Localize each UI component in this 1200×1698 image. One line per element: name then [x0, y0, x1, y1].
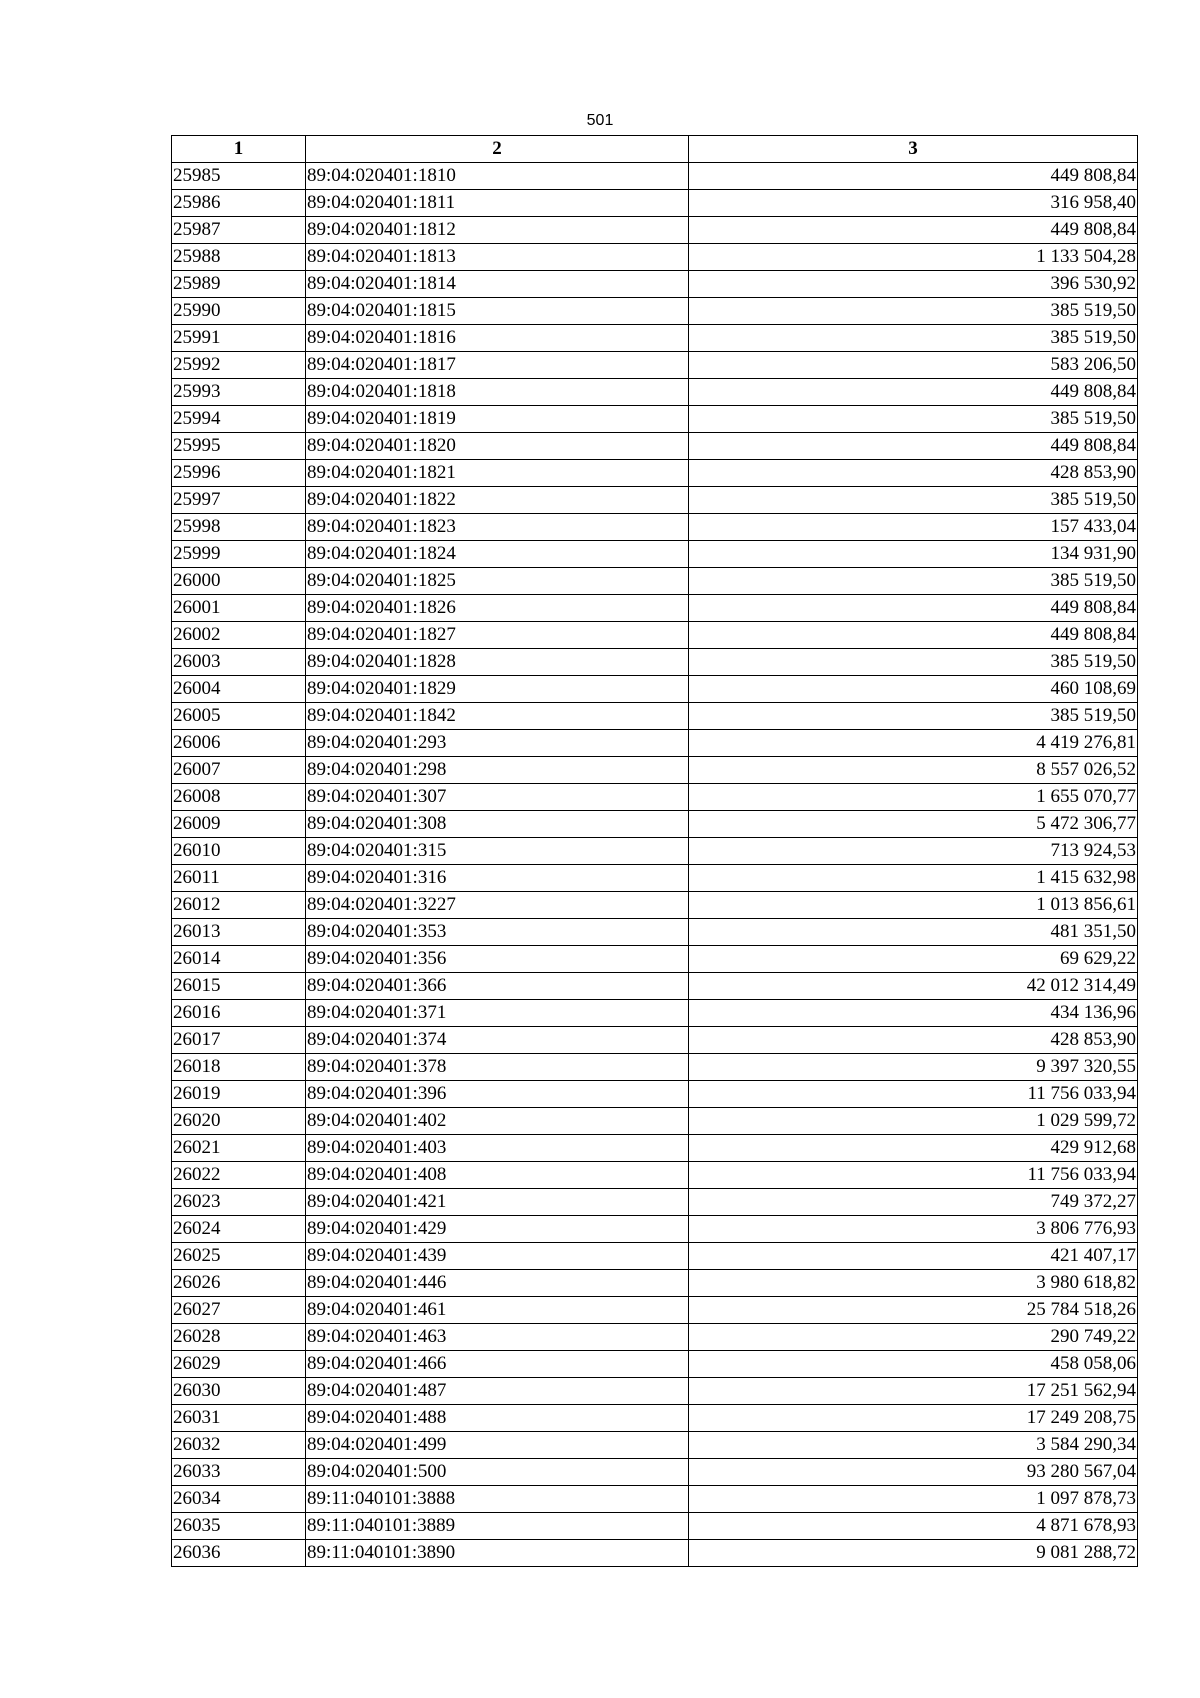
value-cell: 481 351,50 [689, 919, 1138, 946]
value-cell: 3 584 290,34 [689, 1432, 1138, 1459]
row-number-cell: 25986 [172, 190, 306, 217]
table-row [172, 406, 1138, 433]
row-number-cell: 26017 [172, 1027, 306, 1054]
table-row [172, 919, 1138, 946]
value-cell: 713 924,53 [689, 838, 1138, 865]
table-row [172, 784, 1138, 811]
table-row [172, 649, 1138, 676]
row-number-cell: 26029 [172, 1351, 306, 1378]
value-cell: 421 407,17 [689, 1243, 1138, 1270]
table-row [172, 568, 1138, 595]
table-row [172, 1135, 1138, 1162]
value-cell: 449 808,84 [689, 595, 1138, 622]
row-number-cell: 26006 [172, 730, 306, 757]
column-header-3: 3 [689, 136, 1138, 163]
value-cell: 9 081 288,72 [689, 1540, 1138, 1567]
cadastral-number-cell: 89:04:020401:1821 [306, 460, 689, 487]
cadastral-number-cell: 89:04:020401:463 [306, 1324, 689, 1351]
cadastral-number-cell: 89:04:020401:1824 [306, 541, 689, 568]
value-cell: 449 808,84 [689, 379, 1138, 406]
table-row [172, 460, 1138, 487]
row-number-cell: 26021 [172, 1135, 306, 1162]
table-row [172, 1216, 1138, 1243]
cadastral-number-cell: 89:04:020401:1817 [306, 352, 689, 379]
table-row [172, 163, 1138, 190]
value-cell: 17 251 562,94 [689, 1378, 1138, 1405]
table-row [172, 1000, 1138, 1027]
value-cell: 157 433,04 [689, 514, 1138, 541]
cadastral-number-cell: 89:04:020401:1822 [306, 487, 689, 514]
table-row [172, 1378, 1138, 1405]
registry-table [171, 135, 1138, 1567]
cadastral-number-cell: 89:04:020401:1816 [306, 325, 689, 352]
page-number: 501 [586, 112, 614, 129]
row-number-cell: 25991 [172, 325, 306, 352]
row-number-cell: 26026 [172, 1270, 306, 1297]
table-row [172, 865, 1138, 892]
cadastral-number-cell: 89:04:020401:1812 [306, 217, 689, 244]
table-row [172, 1108, 1138, 1135]
table-row [172, 1297, 1138, 1324]
value-cell: 3 806 776,93 [689, 1216, 1138, 1243]
table-row [172, 1162, 1138, 1189]
value-cell: 449 808,84 [689, 217, 1138, 244]
table-row [172, 757, 1138, 784]
row-number-cell: 26001 [172, 595, 306, 622]
value-cell: 42 012 314,49 [689, 973, 1138, 1000]
cadastral-number-cell: 89:04:020401:421 [306, 1189, 689, 1216]
value-cell: 1 415 632,98 [689, 865, 1138, 892]
value-cell: 385 519,50 [689, 649, 1138, 676]
cadastral-number-cell: 89:04:020401:403 [306, 1135, 689, 1162]
row-number-cell: 26018 [172, 1054, 306, 1081]
value-cell: 134 931,90 [689, 541, 1138, 568]
cadastral-number-cell: 89:04:020401:1814 [306, 271, 689, 298]
cadastral-number-cell: 89:04:020401:1820 [306, 433, 689, 460]
row-number-cell: 26022 [172, 1162, 306, 1189]
value-cell: 385 519,50 [689, 568, 1138, 595]
value-cell: 429 912,68 [689, 1135, 1138, 1162]
table-row [172, 1405, 1138, 1432]
cadastral-number-cell: 89:11:040101:3888 [306, 1486, 689, 1513]
row-number-cell: 26002 [172, 622, 306, 649]
value-cell: 1 655 070,77 [689, 784, 1138, 811]
table-row [172, 325, 1138, 352]
cadastral-number-cell: 89:04:020401:402 [306, 1108, 689, 1135]
cadastral-number-cell: 89:04:020401:1825 [306, 568, 689, 595]
row-number-cell: 26027 [172, 1297, 306, 1324]
row-number-cell: 26034 [172, 1486, 306, 1513]
table-row [172, 271, 1138, 298]
table-row [172, 622, 1138, 649]
table-row [172, 433, 1138, 460]
table-row [172, 703, 1138, 730]
row-number-cell: 26035 [172, 1513, 306, 1540]
row-number-cell: 25995 [172, 433, 306, 460]
value-cell: 434 136,96 [689, 1000, 1138, 1027]
value-cell: 290 749,22 [689, 1324, 1138, 1351]
row-number-cell: 26007 [172, 757, 306, 784]
row-number-cell: 26025 [172, 1243, 306, 1270]
row-number-cell: 25997 [172, 487, 306, 514]
table-row [172, 811, 1138, 838]
cadastral-number-cell: 89:04:020401:1810 [306, 163, 689, 190]
value-cell: 460 108,69 [689, 676, 1138, 703]
row-number-cell: 25993 [172, 379, 306, 406]
table-row [172, 1243, 1138, 1270]
cadastral-number-cell: 89:04:020401:366 [306, 973, 689, 1000]
value-cell: 3 980 618,82 [689, 1270, 1138, 1297]
table-row [172, 298, 1138, 325]
cadastral-number-cell: 89:04:020401:1842 [306, 703, 689, 730]
value-cell: 1 097 878,73 [689, 1486, 1138, 1513]
table-row [172, 1054, 1138, 1081]
value-cell: 11 756 033,94 [689, 1162, 1138, 1189]
cadastral-number-cell: 89:04:020401:356 [306, 946, 689, 973]
table-row [172, 1432, 1138, 1459]
row-number-cell: 26013 [172, 919, 306, 946]
value-cell: 4 419 276,81 [689, 730, 1138, 757]
cadastral-number-cell: 89:04:020401:466 [306, 1351, 689, 1378]
column-header-1: 1 [172, 136, 306, 163]
table-row [172, 892, 1138, 919]
cadastral-number-cell: 89:04:020401:1818 [306, 379, 689, 406]
table-row [172, 1459, 1138, 1486]
value-cell: 583 206,50 [689, 352, 1138, 379]
cadastral-number-cell: 89:04:020401:353 [306, 919, 689, 946]
cadastral-number-cell: 89:04:020401:1815 [306, 298, 689, 325]
value-cell: 449 808,84 [689, 163, 1138, 190]
row-number-cell: 26036 [172, 1540, 306, 1567]
value-cell: 316 958,40 [689, 190, 1138, 217]
cadastral-number-cell: 89:04:020401:378 [306, 1054, 689, 1081]
value-cell: 458 058,06 [689, 1351, 1138, 1378]
value-cell: 385 519,50 [689, 325, 1138, 352]
table-row [172, 541, 1138, 568]
row-number-cell: 26011 [172, 865, 306, 892]
row-number-cell: 26030 [172, 1378, 306, 1405]
row-number-cell: 25990 [172, 298, 306, 325]
cadastral-number-cell: 89:04:020401:446 [306, 1270, 689, 1297]
value-cell: 749 372,27 [689, 1189, 1138, 1216]
cadastral-number-cell: 89:04:020401:500 [306, 1459, 689, 1486]
cadastral-number-cell: 89:04:020401:1828 [306, 649, 689, 676]
table-row [172, 946, 1138, 973]
row-number-cell: 26005 [172, 703, 306, 730]
row-number-cell: 26000 [172, 568, 306, 595]
table-row [172, 1513, 1138, 1540]
table-row [172, 1351, 1138, 1378]
value-cell: 8 557 026,52 [689, 757, 1138, 784]
cadastral-number-cell: 89:04:020401:396 [306, 1081, 689, 1108]
table-row [172, 1540, 1138, 1567]
value-cell: 9 397 320,55 [689, 1054, 1138, 1081]
table-row [172, 1081, 1138, 1108]
value-cell: 1 029 599,72 [689, 1108, 1138, 1135]
cadastral-number-cell: 89:04:020401:1829 [306, 676, 689, 703]
value-cell: 385 519,50 [689, 406, 1138, 433]
row-number-cell: 26020 [172, 1108, 306, 1135]
table-row [172, 190, 1138, 217]
row-number-cell: 25996 [172, 460, 306, 487]
cadastral-number-cell: 89:04:020401:293 [306, 730, 689, 757]
cadastral-number-cell: 89:04:020401:487 [306, 1378, 689, 1405]
row-number-cell: 26008 [172, 784, 306, 811]
value-cell: 428 853,90 [689, 1027, 1138, 1054]
row-number-cell: 26010 [172, 838, 306, 865]
value-cell: 385 519,50 [689, 703, 1138, 730]
row-number-cell: 26016 [172, 1000, 306, 1027]
table-row [172, 217, 1138, 244]
row-number-cell: 26009 [172, 811, 306, 838]
cadastral-number-cell: 89:04:020401:308 [306, 811, 689, 838]
cadastral-number-cell: 89:04:020401:1813 [306, 244, 689, 271]
value-cell: 385 519,50 [689, 487, 1138, 514]
value-cell: 4 871 678,93 [689, 1513, 1138, 1540]
cadastral-number-cell: 89:04:020401:429 [306, 1216, 689, 1243]
table-header-row [172, 136, 1138, 163]
row-number-cell: 25987 [172, 217, 306, 244]
value-cell: 93 280 567,04 [689, 1459, 1138, 1486]
row-number-cell: 26003 [172, 649, 306, 676]
row-number-cell: 25989 [172, 271, 306, 298]
cadastral-number-cell: 89:11:040101:3890 [306, 1540, 689, 1567]
cadastral-number-cell: 89:04:020401:499 [306, 1432, 689, 1459]
table-row [172, 730, 1138, 757]
value-cell: 449 808,84 [689, 433, 1138, 460]
row-number-cell: 26028 [172, 1324, 306, 1351]
table-row [172, 352, 1138, 379]
row-number-cell: 25999 [172, 541, 306, 568]
cadastral-number-cell: 89:04:020401:3227 [306, 892, 689, 919]
cadastral-number-cell: 89:04:020401:316 [306, 865, 689, 892]
cadastral-number-cell: 89:04:020401:1819 [306, 406, 689, 433]
column-header-2: 2 [306, 136, 689, 163]
cadastral-number-cell: 89:11:040101:3889 [306, 1513, 689, 1540]
cadastral-number-cell: 89:04:020401:1827 [306, 622, 689, 649]
table-body [172, 163, 1138, 1567]
cadastral-number-cell: 89:04:020401:371 [306, 1000, 689, 1027]
row-number-cell: 25988 [172, 244, 306, 271]
table-row [172, 1027, 1138, 1054]
cadastral-number-cell: 89:04:020401:408 [306, 1162, 689, 1189]
value-cell: 17 249 208,75 [689, 1405, 1138, 1432]
row-number-cell: 26023 [172, 1189, 306, 1216]
value-cell: 396 530,92 [689, 271, 1138, 298]
cadastral-number-cell: 89:04:020401:439 [306, 1243, 689, 1270]
table-row [172, 379, 1138, 406]
cadastral-number-cell: 89:04:020401:461 [306, 1297, 689, 1324]
table-row [172, 1324, 1138, 1351]
row-number-cell: 25998 [172, 514, 306, 541]
table-row [172, 244, 1138, 271]
row-number-cell: 26032 [172, 1432, 306, 1459]
value-cell: 385 519,50 [689, 298, 1138, 325]
cadastral-number-cell: 89:04:020401:298 [306, 757, 689, 784]
table-row [172, 676, 1138, 703]
value-cell: 69 629,22 [689, 946, 1138, 973]
cadastral-number-cell: 89:04:020401:307 [306, 784, 689, 811]
row-number-cell: 25985 [172, 163, 306, 190]
value-cell: 449 808,84 [689, 622, 1138, 649]
value-cell: 1 133 504,28 [689, 244, 1138, 271]
row-number-cell: 26019 [172, 1081, 306, 1108]
cadastral-number-cell: 89:04:020401:1811 [306, 190, 689, 217]
table-row [172, 514, 1138, 541]
row-number-cell: 26012 [172, 892, 306, 919]
row-number-cell: 26015 [172, 973, 306, 1000]
table-row [172, 595, 1138, 622]
row-number-cell: 26004 [172, 676, 306, 703]
cadastral-number-cell: 89:04:020401:315 [306, 838, 689, 865]
table-row [172, 1189, 1138, 1216]
value-cell: 428 853,90 [689, 460, 1138, 487]
row-number-cell: 26024 [172, 1216, 306, 1243]
row-number-cell: 26031 [172, 1405, 306, 1432]
table-row [172, 1486, 1138, 1513]
row-number-cell: 25992 [172, 352, 306, 379]
value-cell: 1 013 856,61 [689, 892, 1138, 919]
table-row [172, 1270, 1138, 1297]
row-number-cell: 25994 [172, 406, 306, 433]
table-row [172, 487, 1138, 514]
cadastral-number-cell: 89:04:020401:488 [306, 1405, 689, 1432]
value-cell: 5 472 306,77 [689, 811, 1138, 838]
cadastral-number-cell: 89:04:020401:1826 [306, 595, 689, 622]
row-number-cell: 26014 [172, 946, 306, 973]
value-cell: 11 756 033,94 [689, 1081, 1138, 1108]
table-row [172, 838, 1138, 865]
row-number-cell: 26033 [172, 1459, 306, 1486]
cadastral-number-cell: 89:04:020401:374 [306, 1027, 689, 1054]
value-cell: 25 784 518,26 [689, 1297, 1138, 1324]
table-row [172, 973, 1138, 1000]
cadastral-number-cell: 89:04:020401:1823 [306, 514, 689, 541]
